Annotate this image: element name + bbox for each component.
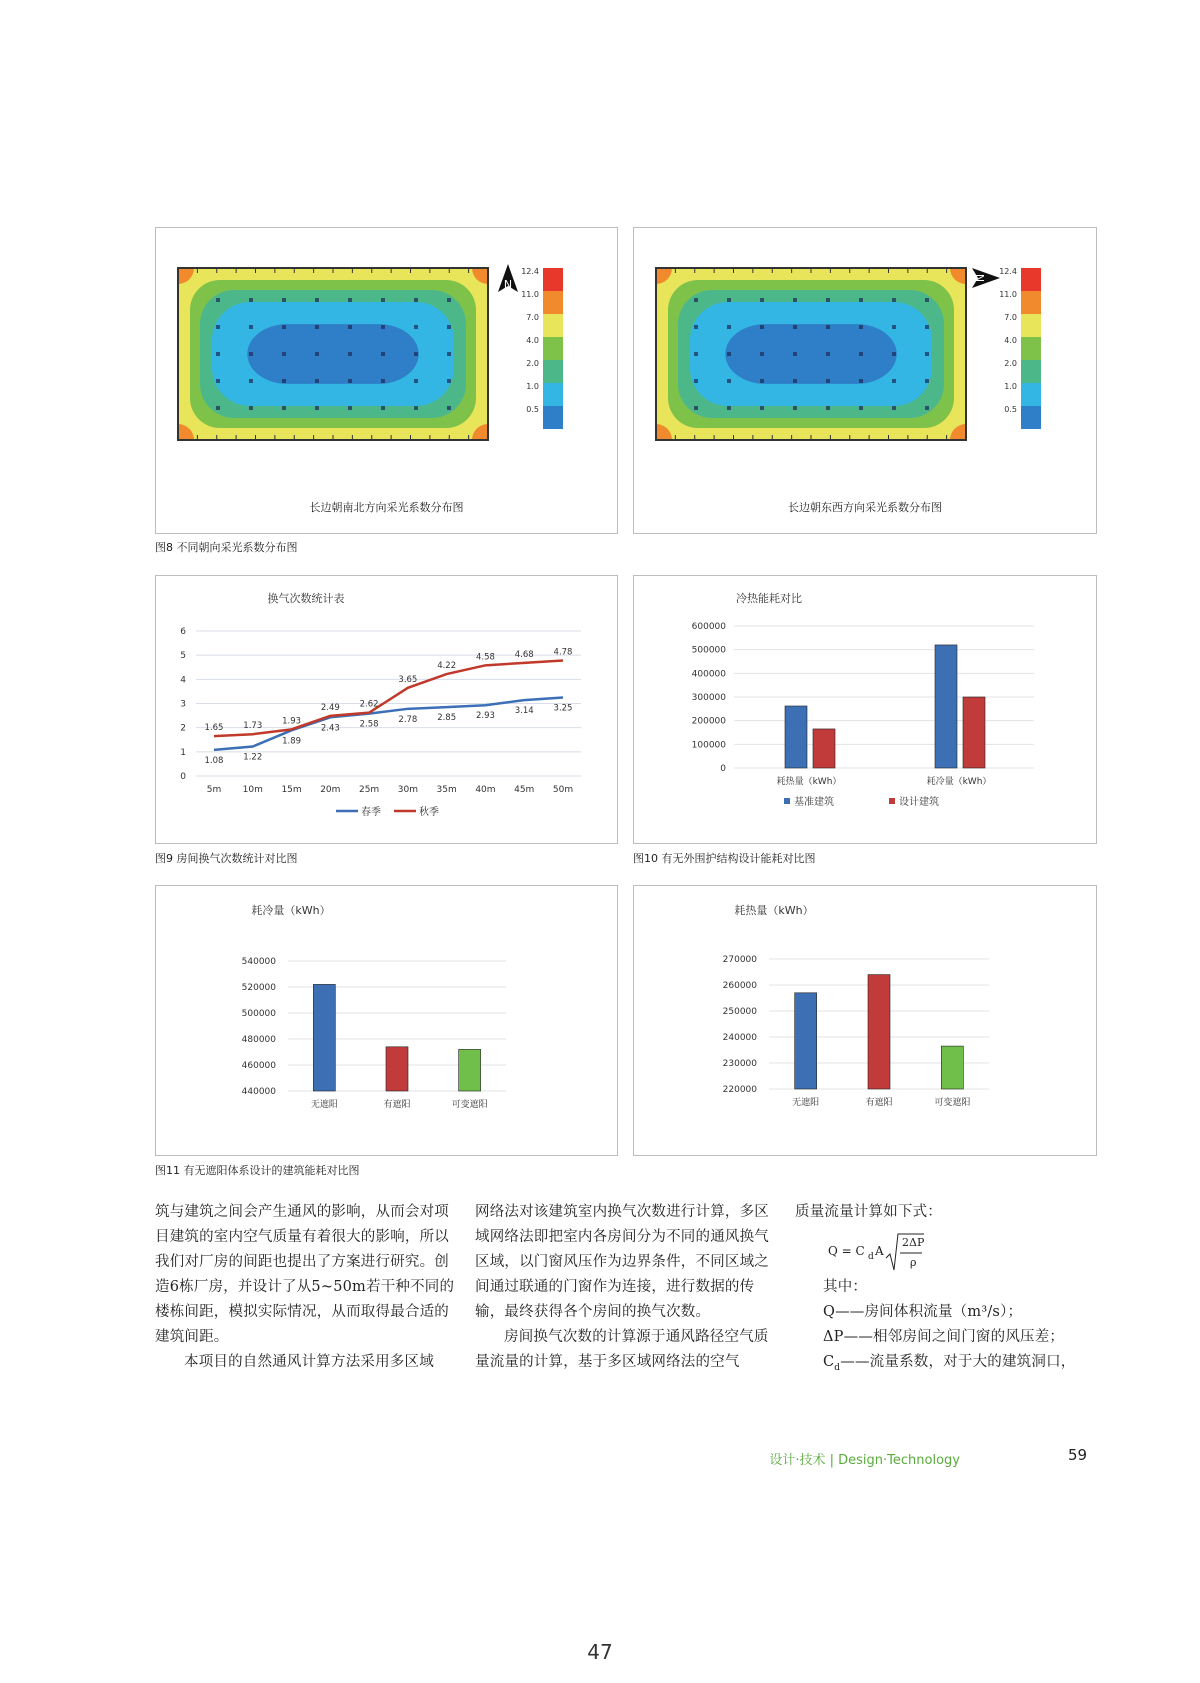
mask-left <box>636 248 656 460</box>
fig8-left-panel <box>155 227 618 534</box>
col2-paragraph-1: 网络法对该建筑室内换气次数进行计算，多区域网络法即把室内各房间分为不同的通风换气区域，以门窗风压作为边界条件，不同区域之间通过联通的门窗作为连接，进行数据的传输，最终获得各个房间的换气次数。 <box>475 1204 769 1320</box>
legend-label: 设计建筑 <box>899 797 939 808</box>
legend-label: 秋季 <box>419 807 439 818</box>
daylight-map-east-west <box>634 228 1096 533</box>
north-label: N <box>503 278 513 291</box>
data-label: 1.08 <box>204 755 224 766</box>
bar-设计建筑 <box>963 697 985 768</box>
legend-swatch <box>1021 268 1041 291</box>
fig8-right-caption: 长边朝东西方向采光系数分布图 <box>788 501 942 514</box>
chart-title: 冷热能耗对比 <box>736 592 802 605</box>
cd-definition: ——流量系数，对于大的建筑洞口， <box>840 1354 1076 1370</box>
y-tick-label: 460000 <box>241 1061 276 1071</box>
grid-point <box>859 379 863 383</box>
y-tick-label: 400000 <box>691 669 726 680</box>
grid-point <box>216 325 220 329</box>
chart-title: 换气次数统计表 <box>267 592 345 605</box>
data-label: 1.73 <box>243 721 263 732</box>
data-label: 2.49 <box>320 702 340 713</box>
legend-label: 春季 <box>361 807 381 818</box>
y-tick-label: 240000 <box>722 1033 757 1043</box>
energy-comparison-bar-chart <box>634 576 1096 843</box>
fig11a-panel <box>155 885 618 1156</box>
grid-point <box>793 379 797 383</box>
y-tick-label: 0 <box>180 772 186 782</box>
cd-subscript: d <box>834 1362 841 1373</box>
formula-lhs: Q = C <box>828 1244 865 1258</box>
grid-point <box>447 325 451 329</box>
fig11b-panel <box>633 885 1097 1156</box>
series-line-秋季 <box>214 660 563 736</box>
y-tick-label: 250000 <box>722 1007 757 1017</box>
grid-point <box>414 352 418 356</box>
data-label: 2.78 <box>398 714 418 725</box>
y-tick-label: 0 <box>720 764 726 774</box>
daylight-map-south-north <box>156 228 617 533</box>
col3-def-dp: ΔP——相邻房间之间门窗的风压差； <box>823 1329 1065 1345</box>
legend-swatch <box>543 314 563 337</box>
data-label: 2.43 <box>320 723 340 734</box>
x-tick-label: 50m <box>552 785 574 795</box>
grid-point <box>892 325 896 329</box>
fig8-left-caption: 长边朝南北方向采光系数分布图 <box>309 501 464 514</box>
grid-point <box>282 298 286 302</box>
grid-point <box>760 352 764 356</box>
heating-load-bar-chart <box>634 886 1096 1155</box>
body-column-1 <box>155 1200 455 1375</box>
mask-left <box>158 248 178 460</box>
grid-point <box>925 352 929 356</box>
legend-value: 7.0 <box>1004 313 1017 322</box>
bar-有遮阳 <box>868 975 890 1089</box>
data-label: 2.62 <box>359 699 379 710</box>
y-tick-label: 2 <box>180 723 186 734</box>
legend-swatch <box>1021 406 1041 429</box>
x-tick-label: 耗冷量（kWh） <box>926 777 992 787</box>
legend-value: 4.0 <box>526 336 539 345</box>
legend-value: 11.0 <box>521 290 539 299</box>
grid-point <box>414 379 418 383</box>
bar-基准建筑 <box>935 645 957 768</box>
body-column-2 <box>475 1200 775 1375</box>
journal-page-number: 59 <box>1068 1446 1088 1464</box>
col2-paragraph-2: 房间换气次数的计算源于通风路径空气质量流量的计算，基于多区域网络法的空气 <box>475 1329 769 1370</box>
x-tick-label: 30m <box>397 785 419 795</box>
grid-point <box>826 325 830 329</box>
legend-value: 2.0 <box>1004 359 1017 368</box>
mask-bottom <box>158 440 508 460</box>
page-number: 47 <box>587 1640 613 1664</box>
legend-value: 1.0 <box>526 382 539 391</box>
grid-point <box>694 325 698 329</box>
grid-point <box>315 379 319 383</box>
y-tick-label: 6 <box>180 627 186 637</box>
grid-point <box>282 352 286 356</box>
legend-value: 12.4 <box>521 267 539 276</box>
grid-point <box>249 379 253 383</box>
grid-point <box>348 406 352 410</box>
x-tick-label: 15m <box>281 785 302 795</box>
grid-point <box>447 298 451 302</box>
grid-point <box>892 406 896 410</box>
data-label: 2.93 <box>475 711 495 722</box>
legend-swatch <box>784 798 790 804</box>
grid-point <box>315 298 319 302</box>
x-tick-label: 45m <box>514 785 535 795</box>
grid-point <box>249 325 253 329</box>
grid-point <box>826 406 830 410</box>
grid-point <box>282 406 286 410</box>
bar-无遮阳 <box>313 984 335 1091</box>
grid-point <box>447 406 451 410</box>
grid-point <box>859 406 863 410</box>
data-label: 3.65 <box>398 674 418 685</box>
bar-无遮阳 <box>795 993 817 1089</box>
grid-point <box>826 298 830 302</box>
x-tick-label: 20m <box>320 785 341 795</box>
legend-swatch <box>543 268 563 291</box>
grid-point <box>414 325 418 329</box>
formula-sub-d: d <box>868 1252 874 1262</box>
y-tick-label: 600000 <box>691 622 726 632</box>
bar-可变遮阳 <box>941 1046 963 1089</box>
mask-bottom <box>636 440 986 460</box>
grid-point <box>216 352 220 356</box>
chart-title: 耗热量（kWh） <box>734 904 814 917</box>
grid-point <box>760 298 764 302</box>
grid-point <box>447 379 451 383</box>
grid-point <box>348 379 352 383</box>
legend-swatch <box>889 798 895 804</box>
grid-point <box>381 325 385 329</box>
data-label: 1.93 <box>282 716 302 727</box>
x-tick-label: 5m <box>206 785 222 795</box>
legend-swatch <box>543 383 563 406</box>
grid-point <box>249 298 253 302</box>
legend-swatch <box>543 291 563 314</box>
grid-point <box>348 325 352 329</box>
fig10-panel <box>633 575 1097 844</box>
north-label: N <box>973 273 986 283</box>
grid-point <box>925 406 929 410</box>
data-label: 4.78 <box>553 647 573 658</box>
y-tick-label: 1 <box>180 747 186 758</box>
grid-point <box>859 325 863 329</box>
y-tick-label: 4 <box>180 675 186 686</box>
legend-swatch <box>543 337 563 360</box>
legend-value: 7.0 <box>526 313 539 322</box>
x-tick-label: 可变遮阳 <box>451 1100 488 1110</box>
grid-point <box>447 352 451 356</box>
fig9-panel <box>155 575 618 844</box>
x-tick-label: 无遮阳 <box>310 1100 338 1110</box>
y-tick-label: 220000 <box>722 1085 757 1095</box>
x-tick-label: 10m <box>242 785 263 795</box>
grid-point <box>727 406 731 410</box>
formula-numerator: 2ΔP <box>902 1236 925 1249</box>
data-label: 1.89 <box>282 736 302 747</box>
legend-swatch <box>543 360 563 383</box>
cooling-load-bar-chart <box>156 886 617 1155</box>
y-tick-label: 300000 <box>691 693 726 703</box>
daylight-zone-4 <box>725 324 896 384</box>
grid-point <box>216 298 220 302</box>
data-label: 3.25 <box>553 703 573 714</box>
grid-point <box>282 325 286 329</box>
bar-可变遮阳 <box>459 1049 481 1091</box>
y-tick-label: 480000 <box>241 1035 276 1045</box>
y-tick-label: 500000 <box>691 645 726 656</box>
mask-top <box>158 248 508 268</box>
grid-point <box>727 298 731 302</box>
grid-point <box>760 379 764 383</box>
y-tick-label: 230000 <box>722 1059 757 1069</box>
bar-设计建筑 <box>813 729 835 768</box>
fig10-caption: 图10 有无外围护结构设计能耗对比图 <box>633 852 816 865</box>
series-line-春季 <box>214 697 563 749</box>
col1-paragraph-1: 筑与建筑之间会产生通风的影响，从而会对项目建筑的室内空气质量有着很大的影响，所以我们对厂房的间距也提出了方案进行研究。创造6栋厂房，并设计了从5~50m若干种不同的楼栋间距，模拟实际情况，从而取得最合适的建筑间距。 <box>155 1204 455 1345</box>
grid-point <box>760 406 764 410</box>
grid-point <box>315 406 319 410</box>
y-tick-label: 5 <box>180 651 186 662</box>
formula-denominator: ρ <box>910 1256 917 1269</box>
legend-value: 0.5 <box>526 405 539 414</box>
legend-swatch <box>1021 314 1041 337</box>
grid-point <box>694 298 698 302</box>
daylight-zone-4 <box>247 324 418 384</box>
grid-point <box>315 352 319 356</box>
col1-paragraph-2: 本项目的自然通风计算方法采用多区域 <box>184 1354 434 1370</box>
grid-point <box>892 352 896 356</box>
legend-value: 1.0 <box>1004 382 1017 391</box>
grid-point <box>793 325 797 329</box>
grid-point <box>793 406 797 410</box>
mask-top <box>636 248 986 268</box>
legend-swatch <box>1021 383 1041 406</box>
cd-symbol: C <box>823 1354 835 1370</box>
col3-def-q: Q——房间体积流量（m³/s）； <box>823 1304 1023 1320</box>
grid-point <box>694 352 698 356</box>
grid-point <box>826 379 830 383</box>
grid-point <box>216 379 220 383</box>
y-tick-label: 3 <box>180 699 186 710</box>
grid-point <box>414 406 418 410</box>
chart-title: 耗冷量（kWh） <box>251 904 331 917</box>
grid-point <box>826 352 830 356</box>
y-tick-label: 200000 <box>691 716 726 727</box>
legend-swatch <box>1021 291 1041 314</box>
legend-swatch <box>1021 337 1041 360</box>
legend-swatch <box>1021 360 1041 383</box>
data-label: 4.58 <box>475 652 495 663</box>
grid-point <box>925 298 929 302</box>
y-tick-label: 500000 <box>241 1009 276 1019</box>
y-tick-label: 440000 <box>241 1087 276 1097</box>
grid-point <box>348 352 352 356</box>
air-change-line-chart <box>156 576 617 843</box>
x-tick-label: 有遮阳 <box>865 1098 893 1108</box>
bar-基准建筑 <box>785 706 807 768</box>
data-label: 2.85 <box>437 713 457 724</box>
grid-point <box>381 406 385 410</box>
col3-where: 其中： <box>823 1279 868 1295</box>
legend-value: 11.0 <box>999 290 1017 299</box>
data-label: 1.65 <box>204 723 224 734</box>
fig8-caption: 图8 不同朝向采光系数分布图 <box>155 541 298 554</box>
legend-label: 基准建筑 <box>794 797 834 808</box>
grid-point <box>381 379 385 383</box>
col3-intro: 质量流量计算如下式： <box>795 1204 942 1220</box>
grid-point <box>694 406 698 410</box>
legend-value: 2.0 <box>526 359 539 368</box>
data-label: 3.14 <box>514 706 534 717</box>
grid-point <box>793 298 797 302</box>
x-tick-label: 可变遮阳 <box>934 1098 971 1108</box>
grid-point <box>249 352 253 356</box>
y-tick-label: 260000 <box>722 981 757 991</box>
data-label: 4.68 <box>514 649 534 660</box>
footer-brand: 设计·技术 | Design·Technology <box>769 1453 960 1468</box>
x-tick-label: 有遮阳 <box>383 1100 411 1110</box>
legend-value: 4.0 <box>1004 336 1017 345</box>
y-tick-label: 540000 <box>241 957 276 967</box>
grid-point <box>859 352 863 356</box>
body-column-3 <box>795 1200 1095 1225</box>
x-tick-label: 35m <box>436 785 457 795</box>
grid-point <box>216 406 220 410</box>
legend-value: 12.4 <box>999 267 1017 276</box>
grid-point <box>727 379 731 383</box>
body-column-3-defs <box>823 1275 1103 1381</box>
grid-point <box>249 406 253 410</box>
grid-point <box>381 352 385 356</box>
fig8-right-panel <box>633 227 1097 534</box>
legend-swatch <box>543 406 563 429</box>
grid-point <box>381 298 385 302</box>
grid-point <box>315 325 319 329</box>
grid-point <box>793 352 797 356</box>
grid-point <box>925 379 929 383</box>
x-tick-label: 25m <box>358 785 380 795</box>
y-tick-label: 270000 <box>722 955 757 965</box>
y-tick-label: 100000 <box>691 740 726 751</box>
grid-point <box>414 298 418 302</box>
grid-point <box>859 298 863 302</box>
flow-formula <box>828 1232 948 1274</box>
formula-a: A <box>875 1244 884 1258</box>
grid-point <box>892 379 896 383</box>
data-label: 1.22 <box>243 752 263 763</box>
data-label: 2.58 <box>359 719 379 730</box>
col3-def-cd <box>823 1350 1103 1381</box>
fig11-caption: 图11 有无遮阳体系设计的建筑能耗对比图 <box>155 1164 360 1177</box>
x-tick-label: 40m <box>475 785 496 795</box>
grid-point <box>760 325 764 329</box>
y-tick-label: 520000 <box>241 983 276 993</box>
grid-point <box>727 325 731 329</box>
legend-value: 0.5 <box>1004 405 1017 414</box>
grid-point <box>925 325 929 329</box>
fig9-caption: 图9 房间换气次数统计对比图 <box>155 852 298 865</box>
grid-point <box>348 298 352 302</box>
grid-point <box>727 352 731 356</box>
grid-point <box>282 379 286 383</box>
x-tick-label: 耗热量（kWh） <box>776 777 842 787</box>
data-label: 4.22 <box>437 661 457 672</box>
x-tick-label: 无遮阳 <box>792 1098 820 1108</box>
grid-point <box>694 379 698 383</box>
bar-有遮阳 <box>386 1047 408 1091</box>
grid-point <box>892 298 896 302</box>
